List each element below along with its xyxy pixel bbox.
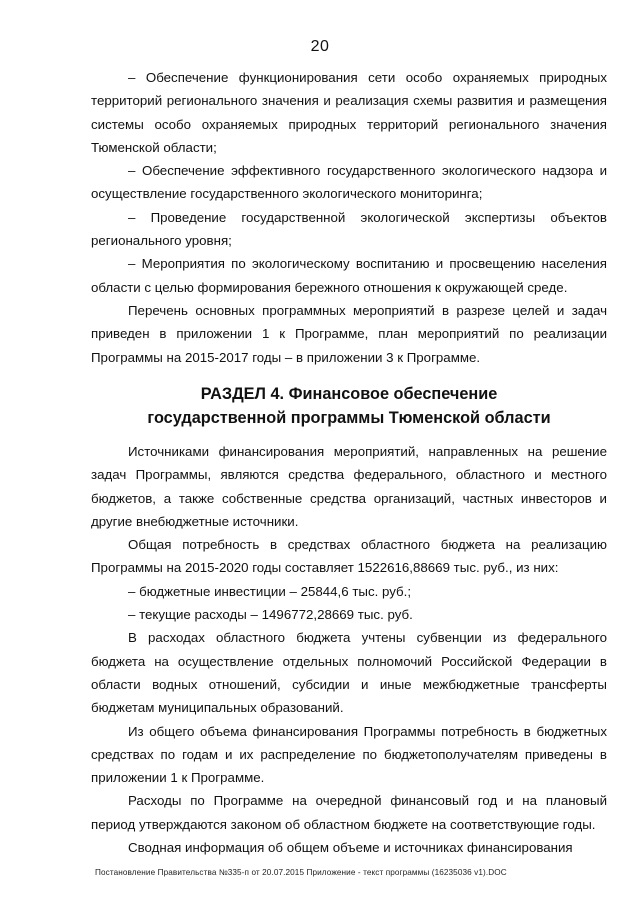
paragraph-distribution: Из общего объема финансирования Программы потребность в бюджетных средствах по годам и их распределение по бюджетополучателям приведены в приложении 1 к Программе. [91, 723, 607, 786]
paragraph-ecological-education: – Мероприятия по экологическому воспитанию и просвещению населения области с целью формирования бережного отношения к окружающей среде. [91, 256, 607, 295]
paragraph-current-expenses: – текущие расходы – 1496772,28669 тыс. руб. [128, 607, 413, 623]
text-block-measures [91, 66, 607, 369]
paragraph-ecological-expertise: – Проведение государственной экологической экспертизы объектов регионального уровня; [91, 209, 607, 249]
paragraph-protected-areas: – Обеспечение функционирования сети особо охраняемых природных территорий регионального значения и реализация схемы развития и размещения системы особо охраняемых природных территорий регионального значения Тюменской области; [91, 70, 607, 155]
paragraph-investments: – бюджетные инвестиции – 25844,6 тыс. руб.; [128, 583, 412, 599]
paragraph-summary: Сводная информация об общем объеме и источниках финансирования [128, 840, 573, 856]
section-heading-line-2: государственной программы Тюменской области [147, 409, 551, 427]
section-heading [91, 382, 607, 430]
paragraph-total-need: Общая потребность в средствах областного бюджета на реализацию Программы на 2015-2020 годы составляет 1522616,88669 тыс. руб., из них: [91, 537, 607, 576]
paragraph-subventions: В расходах областного бюджета учтены субвенции из федерального бюджета на осуществление отдельных полномочий Российской Федерации в области водных отношений, субсидии и иные межбюджетные трансферты бюджетам муниципальных образований. [91, 630, 607, 716]
text-block-financing [91, 440, 607, 859]
page-number: 20 [310, 38, 330, 55]
paragraph-measures-list: Перечень основных программных мероприятий в разрезе целей и задач приведен в приложении 1 к Программе, план мероприятий по реализации Программы на 2015-2017 годы – в приложении 3 к Программе. [91, 302, 607, 365]
paragraph-approval: Расходы по Программе на очередной финансовый год и на плановый период утверждаются законом об областном бюджете на соответствующие годы. [91, 793, 607, 832]
paragraph-ecological-supervision: – Обеспечение эффективного государственного экологического надзора и осуществление государственного экологического мониторинга; [91, 163, 607, 202]
document-footer: Постановление Правительства №335-п от 20.07.2015 Приложение - текст программы (16235036 v1).DOC [95, 868, 507, 877]
section-heading-line-1: РАЗДЕЛ 4. Финансовое обеспечение [200, 385, 498, 403]
paragraph-funding-sources: Источниками финансирования мероприятий, направленных на решение задач Программы, являются средства федерального, областного и местного бюджетов, а также собственные средства организаций, частных инвесторов и другие внебюджетные источники. [91, 444, 607, 529]
